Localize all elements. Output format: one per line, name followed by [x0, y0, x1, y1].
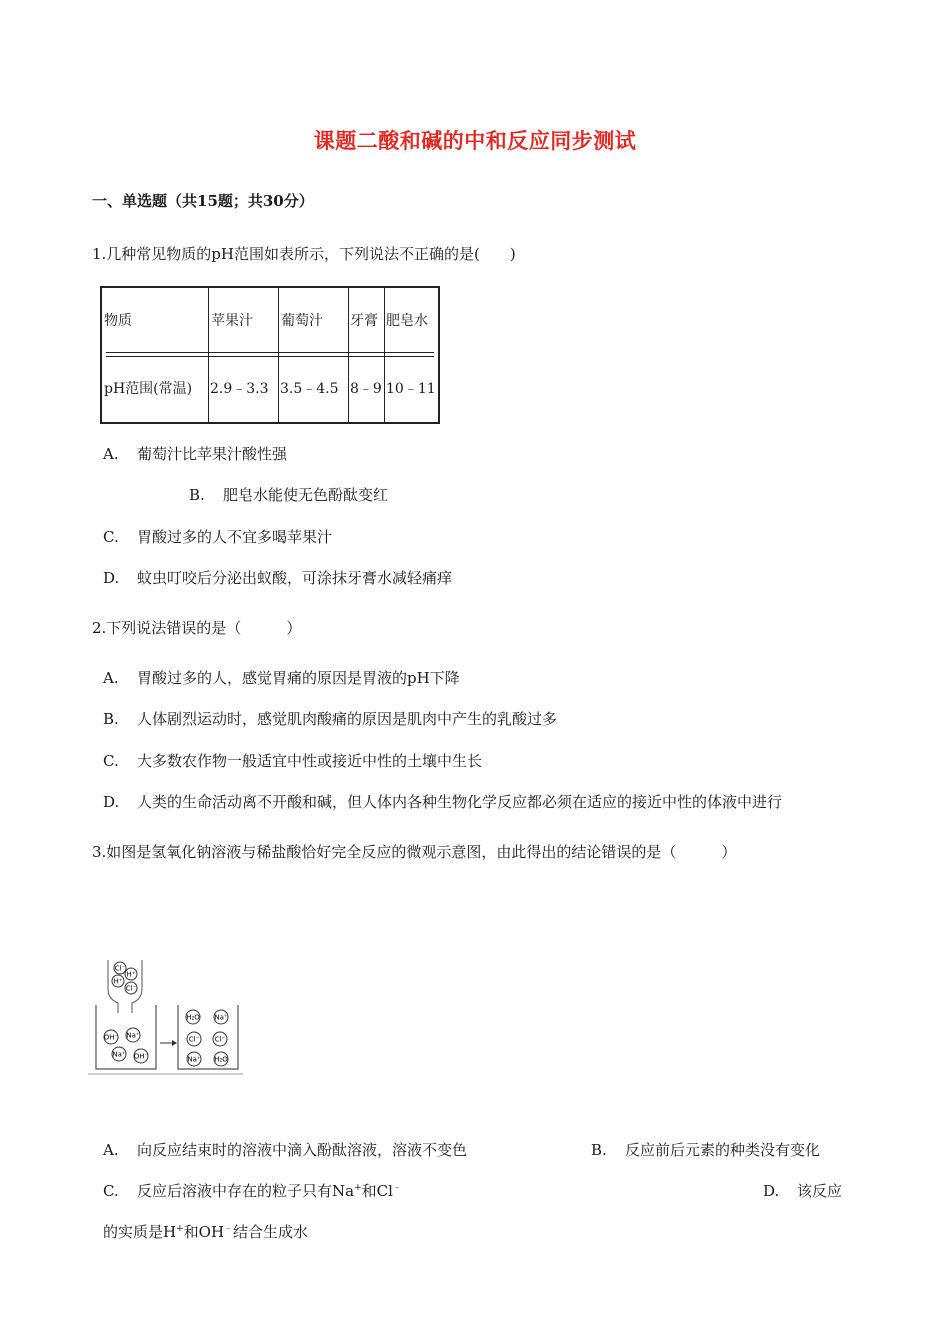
superscript: + — [354, 1183, 362, 1193]
particle-label: Cl⁻ — [114, 964, 126, 973]
option-c[interactable] — [103, 750, 482, 771]
particle-label: H⁺ — [126, 970, 136, 979]
ph-table — [100, 286, 440, 424]
option-text: 人体剧烈运动时，感觉肌肉酸痛的原因是肌肉中产生的乳酸过多 — [137, 710, 558, 728]
option-label: B. — [103, 710, 119, 728]
option-label: B. — [591, 1141, 607, 1159]
question-2-stem: 2.下列说法错误的是（ ） — [92, 619, 302, 637]
superscript: ﹣ — [224, 1224, 234, 1234]
particle-label: H⁺ — [113, 977, 123, 986]
option-text: 胃酸过多的人不宜多喝苹果汁 — [137, 528, 333, 546]
option-text: 反应后溶液中存在的粒子只有Na — [137, 1182, 355, 1200]
option-d-continuation — [103, 1221, 308, 1242]
option-c[interactable] — [103, 526, 332, 547]
option-label: D. — [763, 1182, 780, 1200]
page-title: 课题二酸和碱的中和反应同步测试 — [313, 128, 637, 153]
option-text: 反应前后元素的种类没有变化 — [625, 1141, 821, 1159]
option-c[interactable] — [103, 1180, 402, 1201]
section-heading: 一、单选题（共15题；共30分） — [92, 192, 314, 210]
question-3-stem: 3.如图是氢氧化钠溶液与稀盐酸恰好完全反应的微观示意图，由此得出的结论错误的是（ ） — [92, 843, 737, 861]
table-header-cell: 苹果汁 — [211, 313, 253, 329]
option-label: C. — [103, 528, 119, 546]
option-text: 葡萄汁比苹果汁酸性强 — [137, 445, 288, 463]
table-header-cell: 牙膏 — [350, 313, 378, 329]
option-label: A. — [103, 669, 119, 687]
particle-label: Na⁺ — [112, 1050, 126, 1059]
option-d[interactable] — [763, 1180, 842, 1201]
table-header-cell: 肥皂水 — [386, 313, 428, 329]
option-a[interactable] — [103, 443, 287, 464]
option-text: 的实质是H — [103, 1223, 177, 1241]
table-cell: 2.9﹣3.3 — [210, 381, 269, 397]
option-label: A. — [103, 1141, 119, 1159]
option-text: 肥皂水能使无色酚酞变红 — [223, 486, 389, 504]
particle-label: Cl⁻ — [188, 1035, 200, 1044]
option-label: D. — [103, 793, 120, 811]
particle-label: Cl⁻ — [214, 1035, 226, 1044]
table-cell: 8﹣9 — [350, 381, 382, 397]
option-text: 蚊虫叮咬后分泌出蚁酸，可涂抹牙膏水减轻痛痒 — [137, 569, 453, 587]
particle-label: Cl⁻ — [125, 984, 137, 993]
option-a[interactable] — [103, 667, 460, 688]
option-label: C. — [103, 1182, 119, 1200]
option-text: 大多数农作物一般适宜中性或接近中性的土壤中生长 — [137, 752, 483, 770]
option-a[interactable] — [103, 1139, 467, 1160]
option-label: A. — [103, 445, 119, 463]
particle-label: Na⁺ — [126, 1031, 140, 1040]
option-text: 和OH — [183, 1223, 225, 1241]
reaction-diagram-svg — [88, 955, 248, 1080]
table-cell: 10﹣11 — [386, 381, 436, 397]
option-text: 向反应结束时的溶液中滴入酚酞溶液，溶液不变色 — [137, 1141, 468, 1159]
option-label: C. — [103, 752, 119, 770]
table-cell: pH范围(常温) — [104, 381, 193, 397]
option-text: 胃酸过多的人，感觉胃痛的原因是胃液的pH下降 — [137, 669, 460, 687]
option-text: 和Cl — [361, 1182, 393, 1200]
reaction-diagram — [88, 955, 248, 1080]
table-header-cell: 葡萄汁 — [281, 313, 323, 329]
option-text: 该反应 — [797, 1182, 843, 1200]
particle-label: Na⁺ — [187, 1055, 201, 1064]
option-d[interactable] — [103, 791, 782, 812]
particle-label: OH⁻ — [133, 1052, 149, 1061]
superscript: + — [176, 1224, 184, 1234]
particle-label: H₂O — [214, 1055, 228, 1064]
particle-label: H₂O — [186, 1013, 200, 1022]
option-label: D. — [103, 569, 120, 587]
option-b[interactable] — [591, 1139, 820, 1160]
option-d[interactable] — [103, 567, 452, 588]
table-header-cell: 物质 — [104, 313, 132, 329]
option-text: 人类的生命活动离不开酸和碱，但人体内各种生物化学反应都必须在适应的接近中性的体液中进行 — [137, 793, 783, 811]
particle-label: OH⁻ — [103, 1033, 119, 1042]
table-cell: 3.5﹣4.5 — [280, 381, 339, 397]
option-b[interactable] — [103, 708, 557, 729]
option-b[interactable] — [189, 484, 388, 505]
option-label: B. — [189, 486, 205, 504]
option-text: 结合生成水 — [233, 1223, 309, 1241]
superscript: ﹣ — [392, 1183, 402, 1193]
particle-label: Na⁺ — [214, 1013, 228, 1022]
question-1-stem: 1.几种常见物质的pH范围如表所示，下列说法不正确的是( ) — [92, 245, 516, 263]
